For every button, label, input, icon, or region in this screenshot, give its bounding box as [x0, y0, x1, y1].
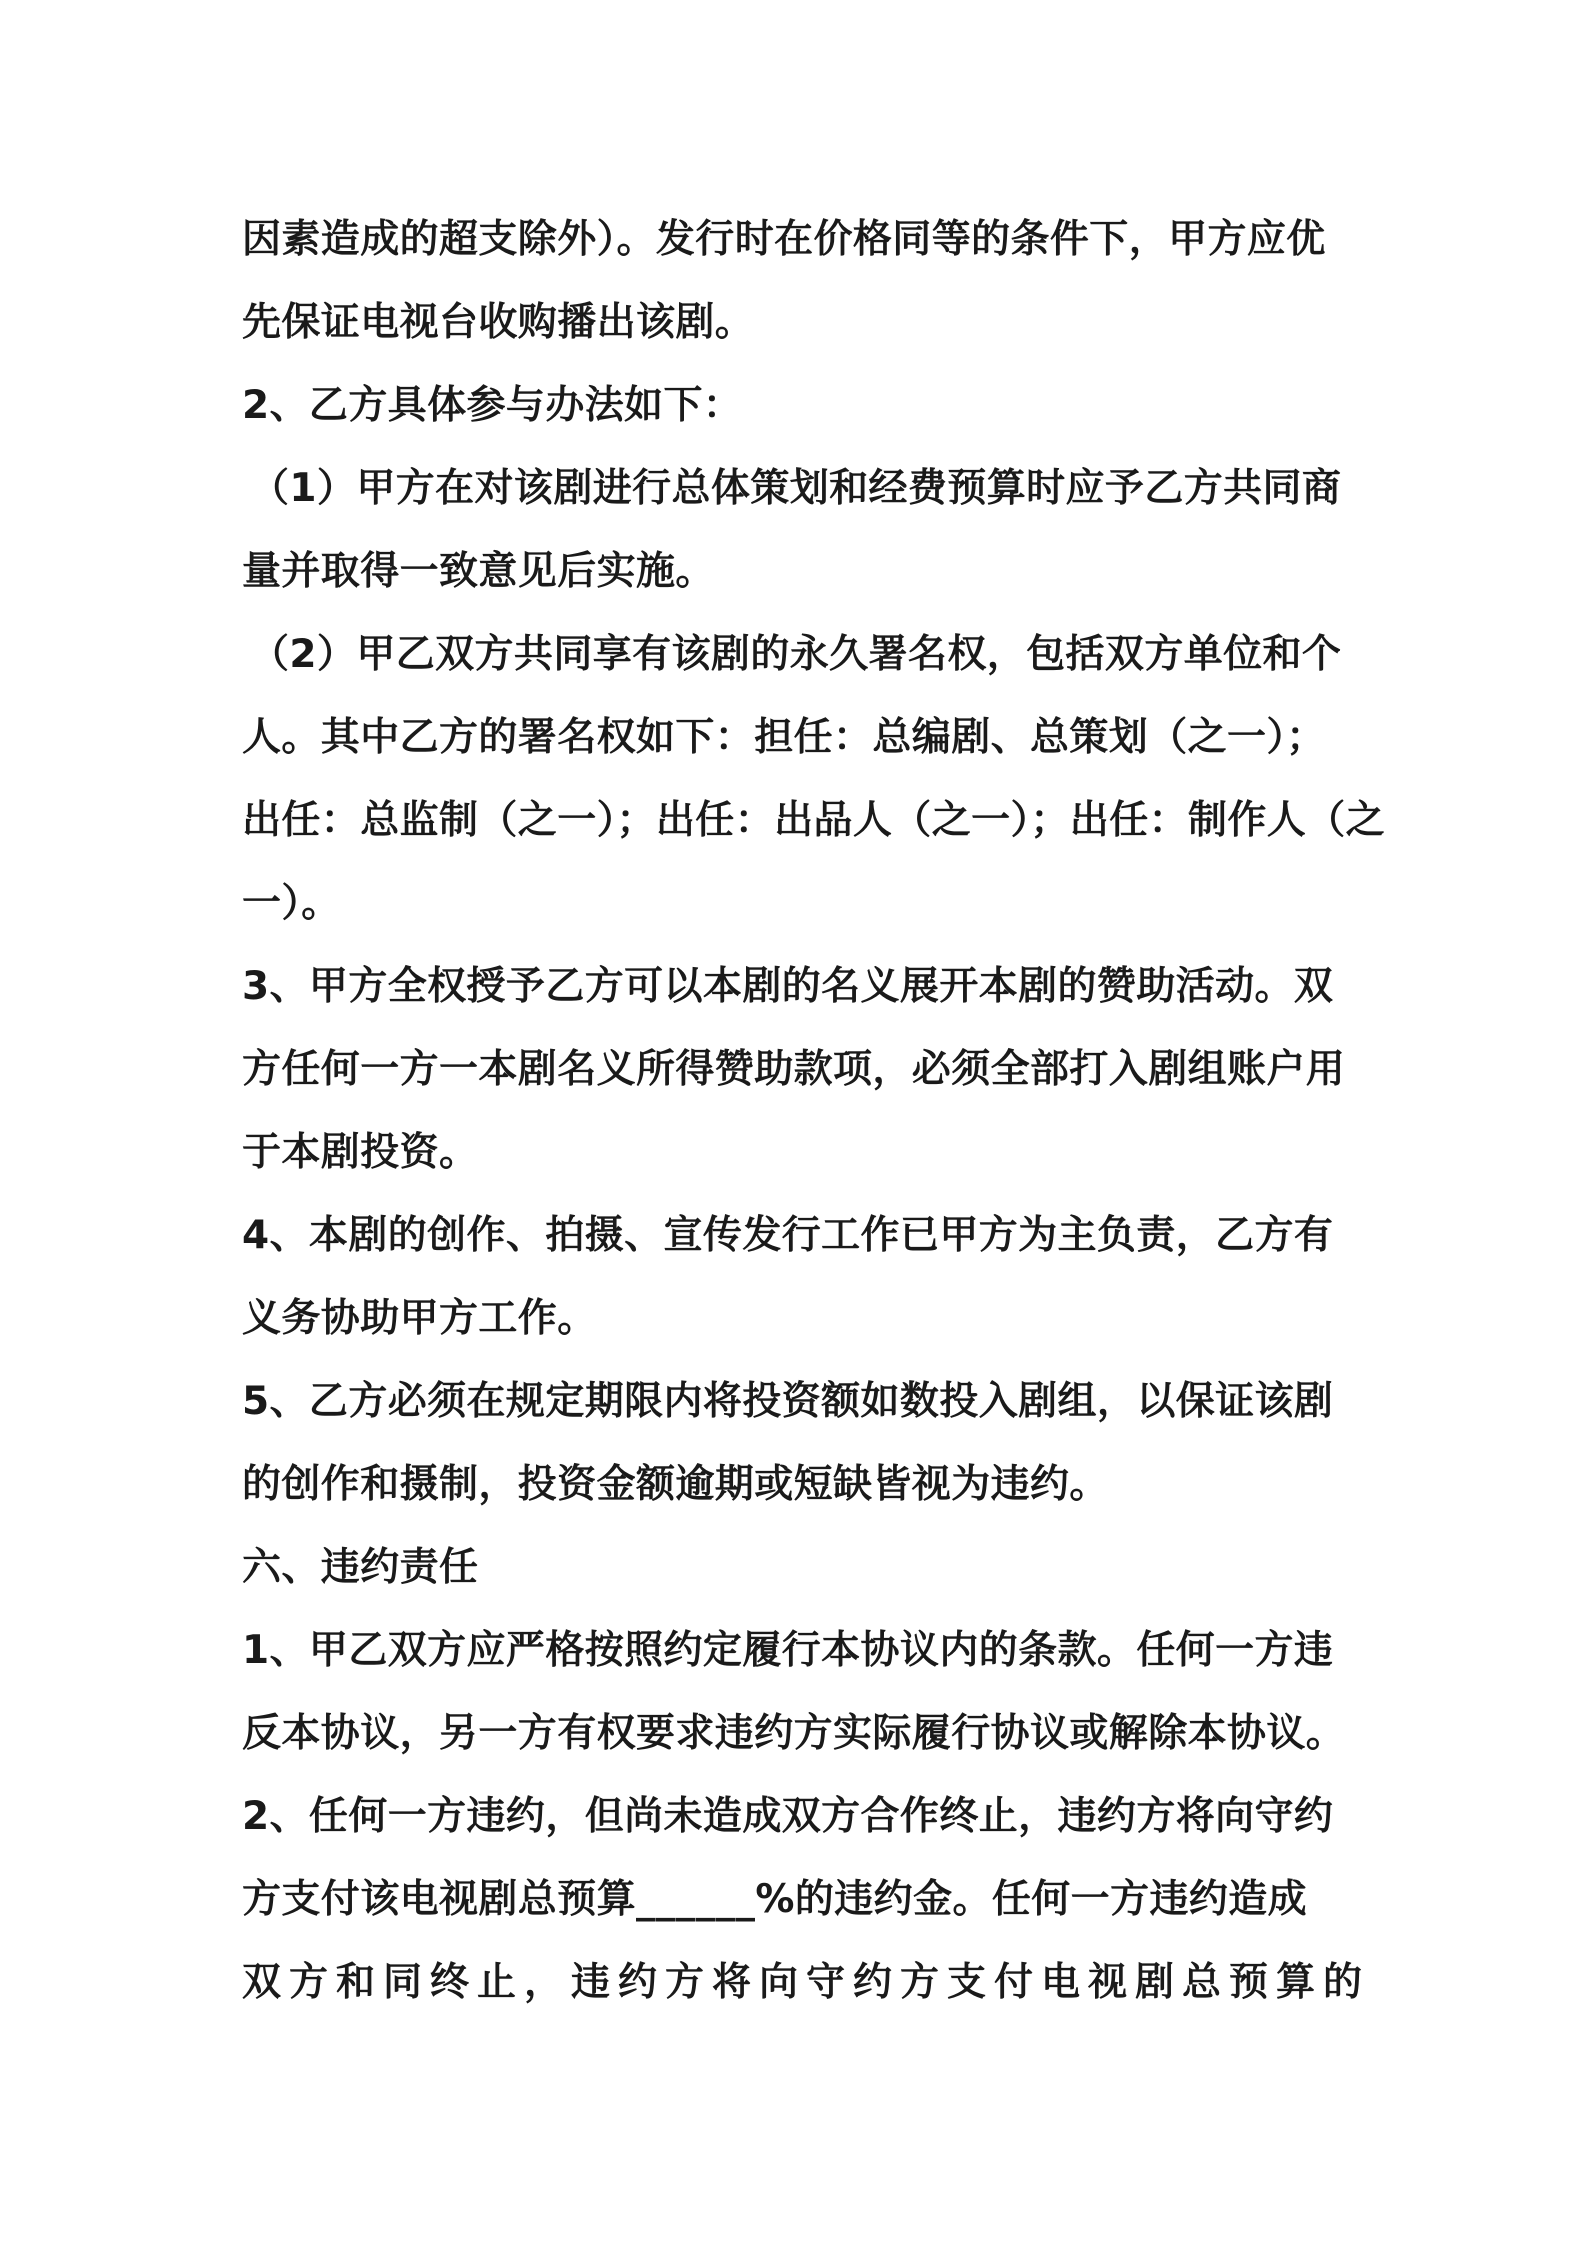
text-line: 方支付该电视剧总预算______%的违约金。任何一方违约造成 — [242, 1877, 1308, 1922]
text-line: 2、乙方具体参与办法如下： — [242, 383, 743, 428]
text-line: 一）。 — [242, 881, 341, 926]
text-line: 双方和同终止，违约方将向守约方支付电视剧总预算的 — [242, 1960, 1371, 2005]
text-line: 2、任何一方违约，但尚未造成双方合作终止，违约方将向守约 — [242, 1794, 1334, 1839]
text-line: 3、甲方全权授予乙方可以本剧的名义展开本剧的赞助活动。双 — [242, 964, 1334, 1009]
text-line: 1、甲乙双方应严格按照约定履行本协议内的条款。任何一方违 — [242, 1628, 1334, 1673]
text-line: （2）甲乙双方共同享有该剧的永久署名权，包括双方单位和个 — [250, 632, 1342, 677]
text-line: （1）甲方在对该剧进行总体策划和经费预算时应予乙方共同商 — [250, 466, 1342, 511]
text-line: 义务协助甲方工作。 — [242, 1296, 597, 1341]
text-line: 量并取得一致意见后实施。 — [242, 549, 715, 594]
section-heading: 六、违约责任 — [242, 1545, 479, 1590]
text-line: 先保证电视台收购播出该剧。 — [242, 300, 755, 345]
document-body — [242, 198, 1386, 2024]
text-line: 方任何一方一本剧名义所得赞助款项，必须全部打入剧组账户用 — [242, 1047, 1346, 1092]
text-line: 人。其中乙方的署名权如下：担任：总编剧、总策划（之一）； — [242, 715, 1326, 760]
text-line: 反本协议，另一方有权要求违约方实际履行协议或解除本协议。 — [242, 1711, 1346, 1756]
text-line: 于本剧投资。 — [242, 1130, 479, 1175]
text-line: 5、乙方必须在规定期限内将投资额如数投入剧组，以保证该剧 — [242, 1379, 1334, 1424]
text-line: 的创作和摄制，投资金额逾期或短缺皆视为违约。 — [242, 1462, 1109, 1507]
text-line: 因素造成的超支除外）。发行时在价格同等的条件下，甲方应优 — [242, 217, 1326, 262]
text-line: 出任：总监制（之一）；出任：出品人（之一）；出任：制作人（之 — [242, 798, 1386, 843]
text-line: 4、本剧的创作、拍摄、宣传发行工作已甲方为主负责，乙方有 — [242, 1213, 1334, 1258]
